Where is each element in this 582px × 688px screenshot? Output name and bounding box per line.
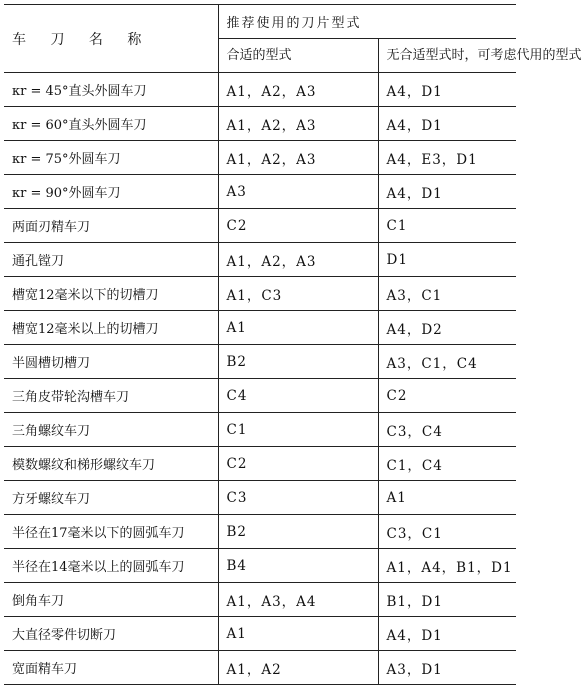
tool-name-cell: κr = 75°外圆车刀 [4,141,218,175]
alternative-type-cell: A4，E3，D1 [378,141,516,175]
suitable-type-cell: A1，C3 [218,277,378,311]
table-row [4,243,516,277]
table-row [4,73,516,107]
table-row [4,651,516,685]
suitable-type-cell: A3 [218,175,378,209]
table-row [4,107,516,141]
suitable-type-cell: B2 [218,345,378,379]
table-row [4,549,516,583]
suitable-type-cell: A1，A2，A3 [218,73,378,107]
suitable-type-cell: A1 [218,617,378,651]
suitable-type-cell: A1，A2，A3 [218,141,378,175]
suitable-type-cell: A1 [218,311,378,345]
tool-name-cell: 槽宽12毫米以上的切槽刀 [4,311,218,345]
alternative-type-cell: B1，D1 [378,583,516,617]
alternative-type-cell: A4，D2 [378,311,516,345]
tool-name-cell: 三角皮带轮沟槽车刀 [4,379,218,413]
suitable-type-cell: C3 [218,481,378,515]
table-row [4,141,516,175]
alternative-type-cell: C1，C4 [378,447,516,481]
table-row [4,515,516,549]
alternative-type-cell: A1 [378,481,516,515]
alternative-type-cell: C3，C4 [378,413,516,447]
header-suitable: 合适的型式 [218,39,378,73]
alternative-type-cell: D1 [378,243,516,277]
alternative-type-cell: A4，D1 [378,73,516,107]
table-row [4,617,516,651]
tool-name-cell: 方牙螺纹车刀 [4,481,218,515]
alternative-type-cell: A3，C1 [378,277,516,311]
table-header [4,5,582,73]
suitable-type-cell: C1 [218,413,378,447]
tool-name-cell: 大直径零件切断刀 [4,617,218,651]
tool-name-cell: 宽面精车刀 [4,651,218,685]
alternative-type-cell: C1 [378,209,516,243]
tool-name-cell: κr = 90°外圆车刀 [4,175,218,209]
tool-name-cell: 倒角车刀 [4,583,218,617]
alternative-type-cell: C2 [378,379,516,413]
tool-name-cell: 通孔镗刀 [4,243,218,277]
tool-name-cell: 半径在17毫米以下的圆弧车刀 [4,515,218,549]
suitable-type-cell: A1，A3，A4 [218,583,378,617]
table-row [4,209,516,243]
alternative-type-cell: A1，A4，B1，D1 [378,549,516,583]
alternative-type-cell: C3，C1 [378,515,516,549]
table-row [4,583,516,617]
suitable-type-cell: B4 [218,549,378,583]
tool-name-cell: 三角螺纹车刀 [4,413,218,447]
header-alternative: 无合适型式时，可考虑代用的型式 [378,39,516,73]
alternative-type-cell: A4，D1 [378,617,516,651]
alternative-type-cell: A3，D1 [378,651,516,685]
header-tool-name: 车 刀 名 称 [4,5,218,73]
table-row [4,277,516,311]
suitable-type-cell: C2 [218,209,378,243]
tool-name-cell: 槽宽12毫米以下的切槽刀 [4,277,218,311]
suitable-type-cell: B2 [218,515,378,549]
tool-name-cell: κr = 60°直头外圆车刀 [4,107,218,141]
table-body [4,73,516,685]
table-row [4,345,516,379]
table-row [4,311,516,345]
table-row [4,447,516,481]
tool-name-cell: 半径在14毫米以上的圆弧车刀 [4,549,218,583]
table-row [4,481,516,515]
tool-name-cell: 半圆槽切槽刀 [4,345,218,379]
suitable-type-cell: A1，A2，A3 [218,243,378,277]
alternative-type-cell: A3，C1，C4 [378,345,516,379]
table-row [4,379,516,413]
alternative-type-cell: A4，D1 [378,175,516,209]
header-recommended: 推荐使用的刀片型式 [218,5,516,39]
suitable-type-cell: C2 [218,447,378,481]
insert-recommendation-table [4,4,582,685]
suitable-type-cell: A1，A2，A3 [218,107,378,141]
suitable-type-cell: C4 [218,379,378,413]
tool-name-cell: 两面刃精车刀 [4,209,218,243]
tool-name-cell: 模数螺纹和梯形螺纹车刀 [4,447,218,481]
header-row-1 [4,5,516,39]
table-row [4,413,516,447]
suitable-type-cell: A1，A2 [218,651,378,685]
alternative-type-cell: A4，D1 [378,107,516,141]
tool-name-cell: κr = 45°直头外圆车刀 [4,73,218,107]
table-row [4,175,516,209]
